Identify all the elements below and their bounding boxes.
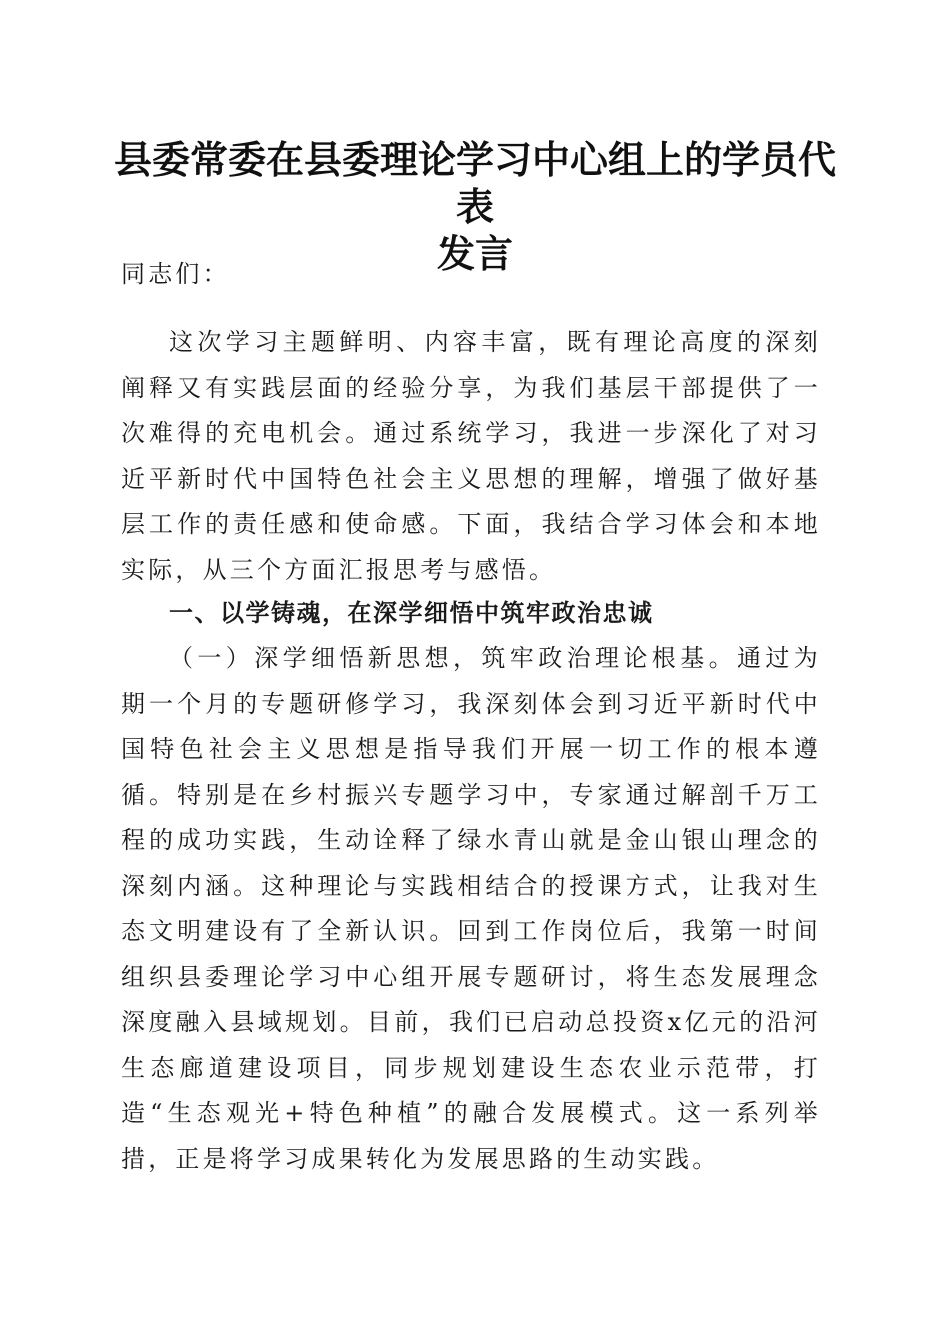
title-line-2: 发言 bbox=[436, 231, 513, 276]
intro-paragraph-block bbox=[121, 320, 821, 593]
section-heading: 一、以学铸魂，在深学细悟中筑牢政治忠诚 bbox=[169, 599, 654, 627]
intro-paragraph: 这次学习主题鲜明、内容丰富，既有理论高度的深刻阐释又有实践层面的经验分享，为我们基层干部提供了一次难得的充电机会。通过系统学习，我进一步深化了对习近平新时代中国特色社会主义思想的理解，增强了做好基层工作的责任感和使命感。下面，我结合学习体会和本地实际，从三个方面汇报思考与感悟。 bbox=[121, 328, 821, 584]
section-heading-block bbox=[121, 591, 821, 637]
section-paragraph-block bbox=[121, 636, 821, 1182]
salutation-block bbox=[121, 252, 821, 298]
salutation: 同志们： bbox=[121, 260, 230, 288]
title-line-1: 县委常委在县委理论学习中心组上的学员代表 bbox=[113, 137, 836, 229]
section-paragraph: （一）深学细悟新思想，筑牢政治理论根基。通过为期一个月的专题研修学习，我深刻体会到习近平新时代中国特色社会主义思想是指导我们开展一切工作的根本遵循。特别是在乡村振兴专题学习中，专家通过解剖千万工程的成功实践，生动诠释了绿水青山就是金山银山理念的深刻内涵。这种理论与实践相结合的授课方式，让我对生态文明建设有了全新认识。回到工作岗位后，我第一时间组织县委理论学习中心组开展专题研讨，将生态发展理念深度融入县域规划。目前，我们已启动总投资x亿元的沿河生态廊道建设项目，同步规划建设生态农业示范带，打造“生态观光+特色种植”的融合发展模式。这一系列举措，正是将学习成果转化为发展思路的生动实践。 bbox=[121, 644, 821, 1173]
